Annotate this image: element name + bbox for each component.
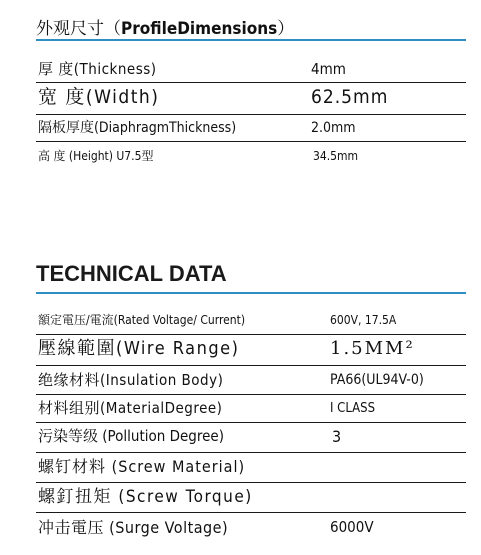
tech-row-value: 6000V — [330, 518, 374, 536]
profile-row-label: 高 度 (Height) U7.5型 — [38, 149, 154, 163]
tech-row-label: 螺釘扭矩 (Screw Torque) — [38, 487, 253, 507]
profile-row-value: 4mm — [311, 60, 346, 78]
tech-row-value: 1.5MM² — [330, 338, 415, 359]
tech-row-label: 額定電压/電流(Rated Voltage/ Current) — [38, 313, 246, 327]
tech-row-label: 绝缘材料(Insulation Body) — [38, 371, 224, 389]
technical-title-rule — [36, 292, 466, 294]
row-divider — [36, 452, 466, 453]
row-divider — [36, 141, 466, 142]
tech-row-value: Ⅰ CLASS — [330, 401, 375, 416]
tech-row-value: 600V, 17.5A — [330, 313, 397, 327]
profile-title-cn: 外观尺寸（ — [36, 19, 121, 39]
tech-row-label: 冲击電压 (Surge Voltage) — [38, 518, 229, 537]
row-divider — [36, 334, 466, 335]
profile-row-label: 宽 度(Width) — [38, 86, 160, 108]
tech-row-label: 污染等级 (Pollution Degree) — [38, 427, 224, 445]
profile-title-rule — [36, 39, 466, 41]
profile-title-close: ） — [277, 19, 295, 39]
profile-row-label: 厚 度(Thickness) — [38, 60, 157, 78]
profile-row-value: 34.5mm — [313, 149, 359, 163]
tech-row-label: 螺钉材料 (Screw Material) — [38, 457, 246, 476]
row-divider — [36, 482, 466, 483]
row-divider — [36, 365, 466, 366]
tech-row-label: 壓線範圍(Wire Range) — [38, 338, 240, 359]
tech-row-value: PA66(UL94V-0) — [330, 372, 424, 388]
profile-dimensions-title — [36, 14, 294, 39]
row-divider — [36, 394, 466, 395]
row-divider — [36, 82, 466, 83]
profile-title-en: ProfileDimensions — [121, 19, 278, 39]
profile-row-value: 2.0mm — [311, 120, 356, 136]
row-divider — [36, 512, 466, 513]
tech-row-label: 材料组别(MaterialDegree) — [38, 399, 223, 417]
row-divider — [36, 422, 466, 423]
row-divider — [36, 114, 466, 115]
technical-data-title: TECHNICAL DATA — [36, 261, 227, 286]
tech-row-value: 3 — [332, 427, 342, 446]
profile-row-value: 62.5mm — [311, 86, 389, 108]
profile-row-label: 隔板厚度(DiaphragmThickness) — [38, 120, 237, 136]
